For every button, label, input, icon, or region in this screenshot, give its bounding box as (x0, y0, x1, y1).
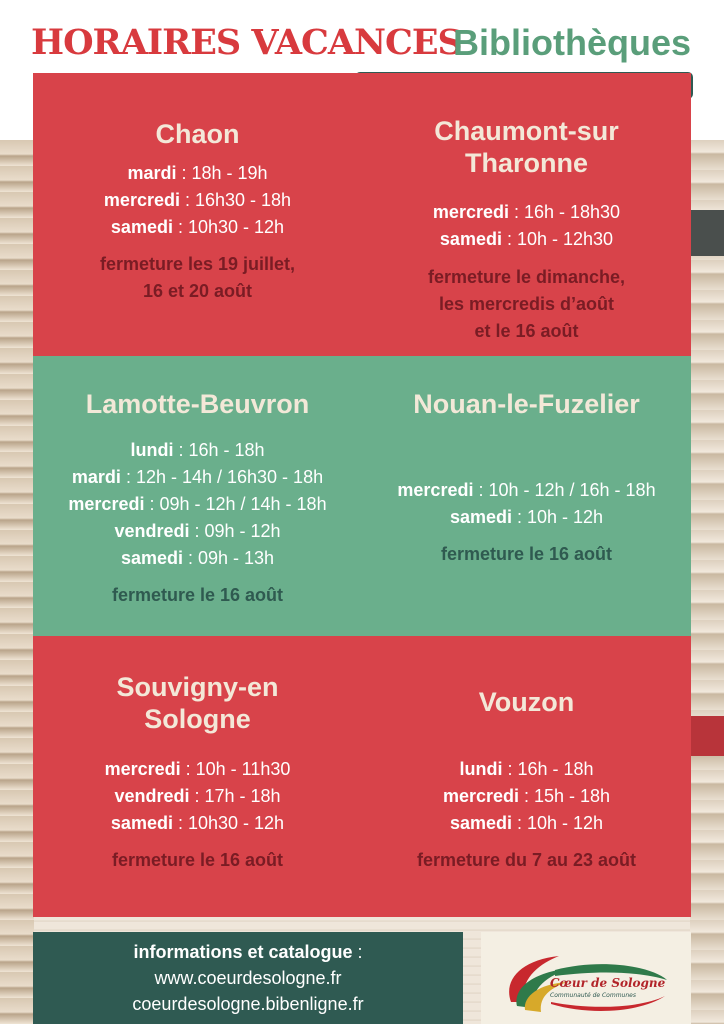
weekday: samedi (439, 229, 502, 249)
opening-hours (33, 437, 362, 572)
catalogue-link[interactable]: coeurdesologne.bibenligne.fr (132, 994, 364, 1014)
closure-notice (33, 251, 362, 305)
library-name-line: Chaon (155, 119, 240, 149)
weekday: mercredi (68, 494, 145, 514)
background-book-pages-left (0, 140, 34, 1024)
schedule-band-2 (33, 356, 691, 636)
opening-hours (33, 756, 362, 837)
closure-line: les mercredis d’août (438, 294, 615, 314)
hours-row (33, 187, 362, 214)
opening-hours (362, 477, 691, 531)
hours-row (33, 518, 362, 545)
library-name-line: Souvigny-en (116, 672, 279, 702)
library-name-line: Sologne (144, 704, 251, 734)
time-range: : 09h - 12h / 14h - 18h (144, 494, 327, 514)
weekday: samedi (120, 548, 183, 568)
schedule-band-3 (33, 636, 691, 917)
hours-row (33, 491, 362, 518)
opening-hours (362, 756, 691, 837)
schedule-band-1 (33, 73, 691, 356)
time-range: : 18h - 19h (176, 163, 268, 183)
weekday: samedi (110, 813, 173, 833)
time-range: : 10h30 - 12h (172, 813, 285, 833)
time-range: : 12h - 14h / 16h30 - 18h (120, 467, 324, 487)
info-box (33, 932, 463, 1024)
closure-notice (362, 541, 691, 568)
closure-notice (362, 847, 691, 874)
hours-row (362, 783, 691, 810)
hours-row (33, 160, 362, 187)
background-book-cover-red (690, 716, 724, 756)
logo-name: Cœur de Sologne (550, 976, 666, 990)
hours-row (362, 477, 691, 504)
time-range: : 10h - 12h (511, 507, 604, 527)
closure-notice (33, 847, 362, 874)
library-name-line: Vouzon (478, 687, 575, 717)
logo-panel (481, 932, 691, 1024)
background-book-pages-right (690, 140, 724, 1024)
hours-row (33, 810, 362, 837)
weekday: vendredi (114, 786, 190, 806)
time-range: : 17h - 18h (189, 786, 281, 806)
library-name-line: Tharonne (464, 148, 588, 178)
info-label (33, 939, 463, 965)
time-range: : 10h - 12h30 (501, 229, 614, 249)
time-range: : 10h - 12h (511, 813, 604, 833)
hours-row (33, 437, 362, 464)
hours-row (33, 545, 362, 572)
library-card-lamotte-beuvron (33, 388, 362, 609)
info-label-suffix: : (352, 942, 363, 962)
library-card-souvigny-en-sologne (33, 671, 362, 874)
closure-line: fermeture le 16 août (111, 585, 284, 605)
weekday: samedi (449, 813, 512, 833)
closure-line: fermeture du 7 au 23 août (416, 850, 637, 870)
weekday: lundi (459, 759, 503, 779)
closure-line: et le 16 août (474, 321, 579, 341)
library-card-nouan-le-fuzelier (362, 388, 691, 568)
weekday: samedi (449, 507, 512, 527)
poster-subtitle: Bibliothèques (453, 22, 692, 63)
info-label-text: informations et catalogue (133, 942, 353, 962)
closure-line: fermeture le 16 août (440, 544, 613, 564)
library-name (33, 118, 362, 150)
weekday: mercredi (432, 202, 509, 222)
weekday: lundi (130, 440, 174, 460)
weekday: samedi (110, 217, 173, 237)
closure-notice (362, 264, 691, 345)
time-range: : 10h - 12h / 16h - 18h (473, 480, 656, 500)
opening-hours (362, 199, 691, 253)
library-name (33, 671, 362, 735)
time-range: : 09h - 12h (189, 521, 281, 541)
weekday: mercredi (442, 786, 519, 806)
library-name-line: Lamotte-Beuvron (85, 389, 310, 419)
library-card-chaumont-sur-tharonne (362, 115, 691, 345)
time-range: : 15h - 18h (518, 786, 611, 806)
weekday: mardi (71, 467, 121, 487)
time-range: : 16h30 - 18h (179, 190, 292, 210)
closure-line: fermeture le 16 août (111, 850, 284, 870)
hours-row (362, 199, 691, 226)
library-name (33, 388, 362, 420)
library-name-line: Chaumont-sur (434, 116, 619, 146)
weekday: mercredi (397, 480, 474, 500)
opening-hours (33, 160, 362, 241)
library-name (362, 388, 691, 420)
hours-row (362, 504, 691, 531)
hours-row (362, 810, 691, 837)
closure-notice (33, 582, 362, 609)
hours-row (33, 214, 362, 241)
closure-line: fermeture le dimanche, (427, 267, 626, 287)
weekday: mercredi (104, 759, 181, 779)
time-range: : 10h30 - 12h (172, 217, 285, 237)
hours-row (362, 226, 691, 253)
library-card-chaon (33, 118, 362, 305)
hours-row (362, 756, 691, 783)
time-range: : 16h - 18h (502, 759, 594, 779)
hours-row (33, 464, 362, 491)
logo-tagline: Communauté de Communes (550, 992, 636, 999)
library-name (362, 686, 691, 718)
time-range: : 16h - 18h (173, 440, 265, 460)
library-name-line: Nouan-le-Fuzelier (413, 389, 640, 419)
time-range: : 09h - 13h (182, 548, 275, 568)
website-link[interactable]: www.coeurdesologne.fr (154, 968, 342, 988)
closure-line: fermeture les 19 juillet, (99, 254, 296, 274)
library-name (362, 115, 691, 179)
weekday: mercredi (103, 190, 180, 210)
library-card-vouzon (362, 686, 691, 874)
background-book-cover-dark (690, 210, 724, 256)
weekday: vendredi (114, 521, 190, 541)
time-range: : 16h - 18h30 (508, 202, 621, 222)
time-range: : 10h - 11h30 (180, 759, 291, 779)
poster-title: HORAIRES VACANCES (31, 22, 462, 63)
closure-line: 16 et 20 août (142, 281, 253, 301)
weekday: mardi (127, 163, 177, 183)
hours-row (33, 756, 362, 783)
hours-row (33, 783, 362, 810)
